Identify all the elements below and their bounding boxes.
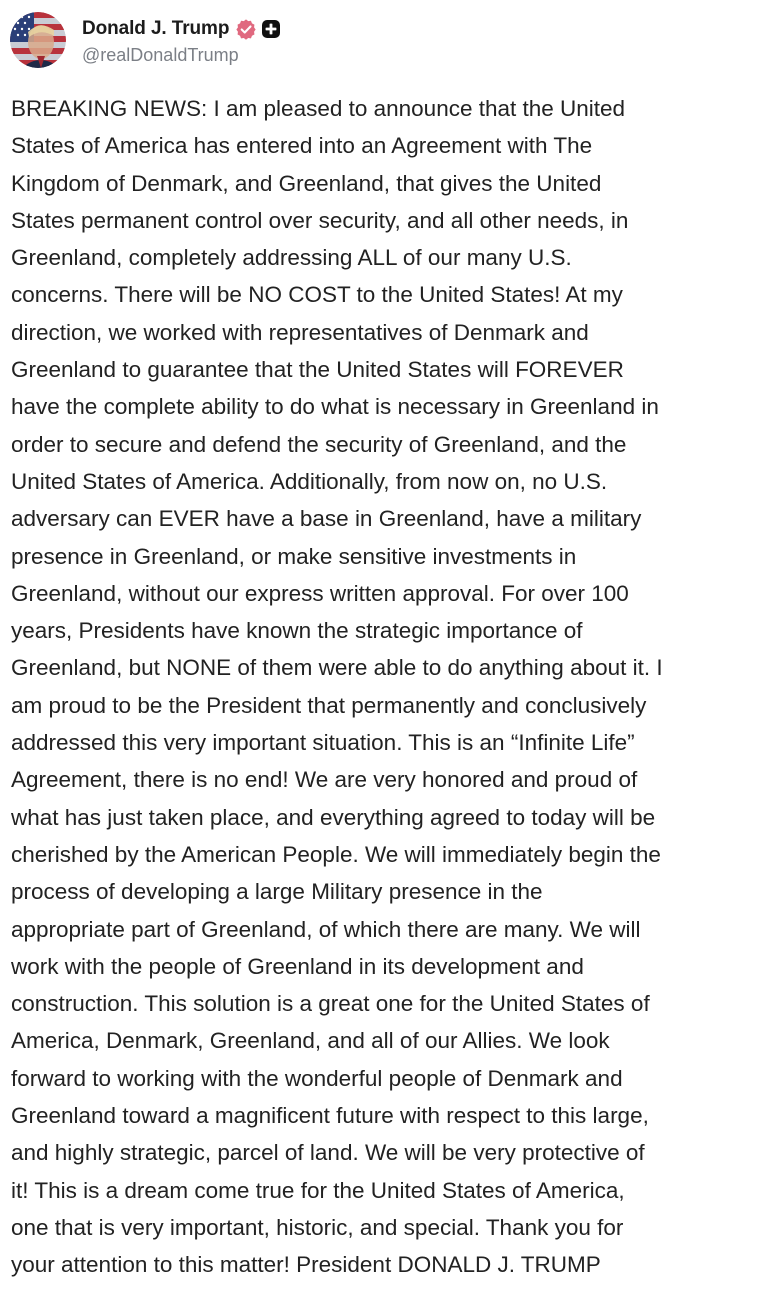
post-text-line: United States of America. Additionally, from now on, no U.S. <box>11 468 608 494</box>
verified-badge-icon <box>235 18 257 40</box>
post-text-line: Greenland toward a magnificent future with respect to this large, <box>11 1103 649 1129</box>
post-text-line: Greenland, without our express written approval. For over 100 <box>11 580 629 606</box>
post-text-line: what has just taken place, and everything agreed to today will be <box>11 804 656 830</box>
post-text-line: appropriate part of Greenland, of which there are many. We will <box>11 916 641 942</box>
post-text-line: America, Denmark, Greenland, and all of our Allies. We look <box>11 1028 610 1054</box>
post-text-line: direction, we worked with representatives of Denmark and <box>11 319 589 345</box>
post-text-line: Agreement, there is no end! We are very honored and proud of <box>11 767 638 793</box>
post-text-line: adversary can EVER have a base in Greenland, have a military <box>11 506 642 532</box>
post-text-line: Greenland, but NONE of them were able to do anything about it. I <box>11 655 663 681</box>
post-text-line: years, Presidents have known the strategic importance of <box>11 618 583 644</box>
plus-badge-icon <box>261 19 281 39</box>
post-text-line: concerns. There will be NO COST to the United States! At my <box>11 282 623 308</box>
post-header <box>10 12 281 68</box>
post-text-line: your attention to this matter! President DONALD J. TRUMP <box>11 1252 601 1278</box>
post-text-line: BREAKING NEWS: I am pleased to announce that the United <box>11 96 626 121</box>
post-text-line: process of developing a large Military presence in the <box>11 879 543 905</box>
post-text-line: presence in Greenland, or make sensitive investments in <box>11 543 577 569</box>
post-text-line: forward to working with the wonderful people of Denmark and <box>11 1065 623 1091</box>
post-text-line: Kingdom of Denmark, and Greenland, that gives the United <box>11 170 602 196</box>
post-text-line: have the complete ability to do what is necessary in Greenland in <box>11 394 659 420</box>
post-text-line: construction. This solution is a great one for the United States of <box>11 991 650 1017</box>
post-body <box>11 90 756 1284</box>
post-text-line: it! This is a dream come true for the United States of America, <box>11 1177 625 1203</box>
post-text-line: work with the people of Greenland in its development and <box>11 953 584 979</box>
author-display-name[interactable]: Donald J. Trump <box>82 17 230 39</box>
post-text-line: Greenland, completely addressing ALL of our many U.S. <box>11 245 572 271</box>
post-text-line: order to secure and defend the security of Greenland, and the <box>11 431 627 457</box>
post-text-line: addressed this very important situation. This is an “Infinite Life” <box>11 730 635 756</box>
post-text-line: Greenland to guarantee that the United States will FOREVER <box>11 357 624 383</box>
author-handle[interactable]: @realDonaldTrump <box>82 44 239 65</box>
avatar[interactable] <box>10 12 66 68</box>
post-text-line: one that is very important, historic, and special. Thank you for <box>11 1214 624 1240</box>
post-text-line: and highly strategic, parcel of land. We will be very protective of <box>11 1140 645 1166</box>
post-text-line: States of America has entered into an Agreement with The <box>11 133 593 159</box>
post-text-line: am proud to be the President that permanently and conclusively <box>11 692 647 718</box>
author-info <box>82 15 281 66</box>
author-name-row <box>82 15 281 43</box>
post-text-line: States permanent control over security, and all other needs, in <box>11 207 629 233</box>
post-text-line: cherished by the American People. We will immediately begin the <box>11 841 661 867</box>
